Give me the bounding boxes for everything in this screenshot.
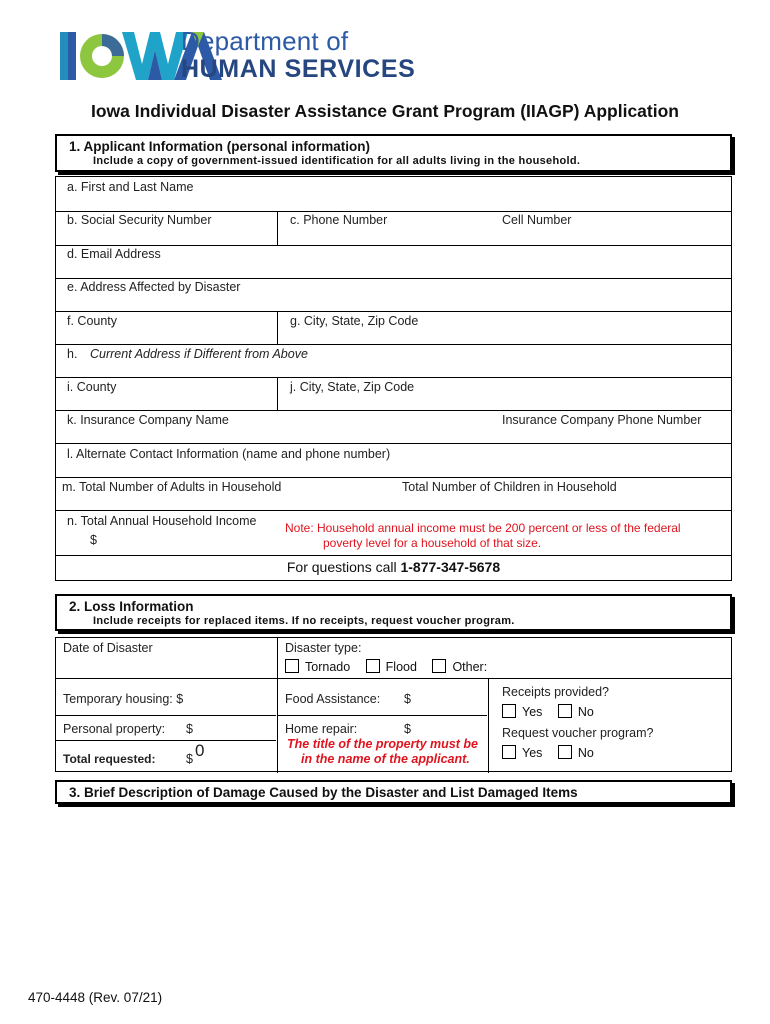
flood-checkbox[interactable]: [366, 659, 380, 673]
loss-info-grid: [55, 637, 732, 772]
food-dollar-sign: $: [404, 692, 411, 706]
title-note-line1: The title of the property must be: [287, 737, 478, 751]
income-dollar-sign: $: [90, 533, 97, 547]
disaster-type-options: [285, 659, 499, 674]
receipts-provided-label: Receipts provided?: [502, 685, 610, 699]
home-repair-label: Home repair:: [285, 722, 358, 736]
form-number: 470-4448 (Rev. 07/21): [28, 990, 163, 1005]
income-note-line1: Note: Household annual income must be 200 percent or less of the federal: [285, 521, 681, 535]
date-of-disaster-label: Date of Disaster: [63, 641, 153, 655]
human-services-text: HUMAN SERVICES: [181, 55, 416, 83]
email-label: d. Email Address: [67, 247, 161, 261]
voucher-no-checkbox[interactable]: [558, 745, 572, 759]
insurance-phone-label: Insurance Company Phone Number: [502, 413, 702, 427]
total-requested-label: Total requested:: [63, 752, 156, 766]
cell-number-label: Cell Number: [502, 213, 572, 227]
section3-header: [55, 780, 732, 804]
tornado-checkbox[interactable]: [285, 659, 299, 673]
temporary-housing-label: Temporary housing: $: [63, 692, 184, 706]
children-label: Total Number of Children in Household: [402, 480, 617, 494]
questions-phone: 1-877-347-5678: [400, 559, 501, 575]
form-title: Iowa Individual Disaster Assistance Grant Program (IIAGP) Application: [90, 101, 679, 121]
disaster-type-label: Disaster type:: [285, 641, 362, 655]
receipts-yes-checkbox[interactable]: [502, 704, 516, 718]
county-label: f. County: [67, 314, 118, 328]
receipts-yes-option[interactable]: Yes: [502, 705, 542, 719]
phone-number-label: c. Phone Number: [290, 213, 388, 227]
alternate-contact-label: l. Alternate Contact Information (name and phone number): [67, 447, 391, 461]
applicant-info-grid: [55, 176, 732, 581]
request-voucher-label: Request voucher program?: [502, 726, 654, 740]
home-repair-dollar: $: [404, 722, 411, 736]
voucher-yes-option[interactable]: Yes: [502, 746, 542, 760]
receipts-options: [502, 704, 606, 719]
personal-property-label: Personal property:: [63, 722, 166, 736]
total-requested-value[interactable]: 0: [195, 741, 205, 760]
ssn-label: b. Social Security Number: [67, 213, 212, 227]
voucher-yes-checkbox[interactable]: [502, 745, 516, 759]
other-checkbox[interactable]: [432, 659, 446, 673]
current-address-label: Current Address if Different from Above: [90, 347, 308, 361]
section1-title: 1. Applicant Information (personal information): [69, 139, 371, 154]
address-affected-label: e. Address Affected by Disaster: [67, 280, 241, 294]
personal-property-dollar: $: [186, 722, 193, 736]
first-last-name-label: a. First and Last Name: [67, 180, 194, 194]
tornado-option[interactable]: Tornado: [285, 660, 350, 674]
other-option[interactable]: Other:: [432, 660, 487, 674]
questions-line: [56, 559, 731, 575]
department-of-text: Department of: [181, 26, 349, 56]
section2-subtitle: Include receipts for replaced items. If no receipts, request voucher program.: [93, 615, 515, 627]
receipts-no-option[interactable]: No: [558, 705, 594, 719]
current-county-label: i. County: [67, 380, 117, 394]
section1-header: [55, 134, 732, 172]
flood-option[interactable]: Flood: [366, 660, 417, 674]
current-city-state-zip-label: j. City, State, Zip Code: [290, 380, 415, 394]
section2-header: [55, 594, 732, 631]
income-label: n. Total Annual Household Income: [67, 514, 257, 528]
section2-title: 2. Loss Information: [69, 599, 194, 614]
city-state-zip-label: g. City, State, Zip Code: [290, 314, 419, 328]
receipts-no-checkbox[interactable]: [558, 704, 572, 718]
current-address-letter: h.: [67, 347, 78, 361]
voucher-no-option[interactable]: No: [558, 746, 594, 760]
adults-label: m. Total Number of Adults in Household: [62, 480, 282, 494]
income-note-line2: poverty level for a household of that size.: [323, 536, 542, 550]
title-note-line2: in the name of the applicant.: [301, 752, 470, 766]
questions-prefix: For questions call: [286, 559, 401, 575]
insurance-company-label: k. Insurance Company Name: [67, 413, 229, 427]
food-assistance-label: Food Assistance:: [285, 692, 381, 706]
voucher-options: [502, 745, 606, 760]
section1-subtitle: Include a copy of government-issued identification for all adults living in the household.: [93, 155, 581, 167]
section3-title: 3. Brief Description of Damage Caused by the Disaster and List Damaged Items: [69, 785, 578, 800]
total-dollar-sign: $: [186, 752, 193, 766]
